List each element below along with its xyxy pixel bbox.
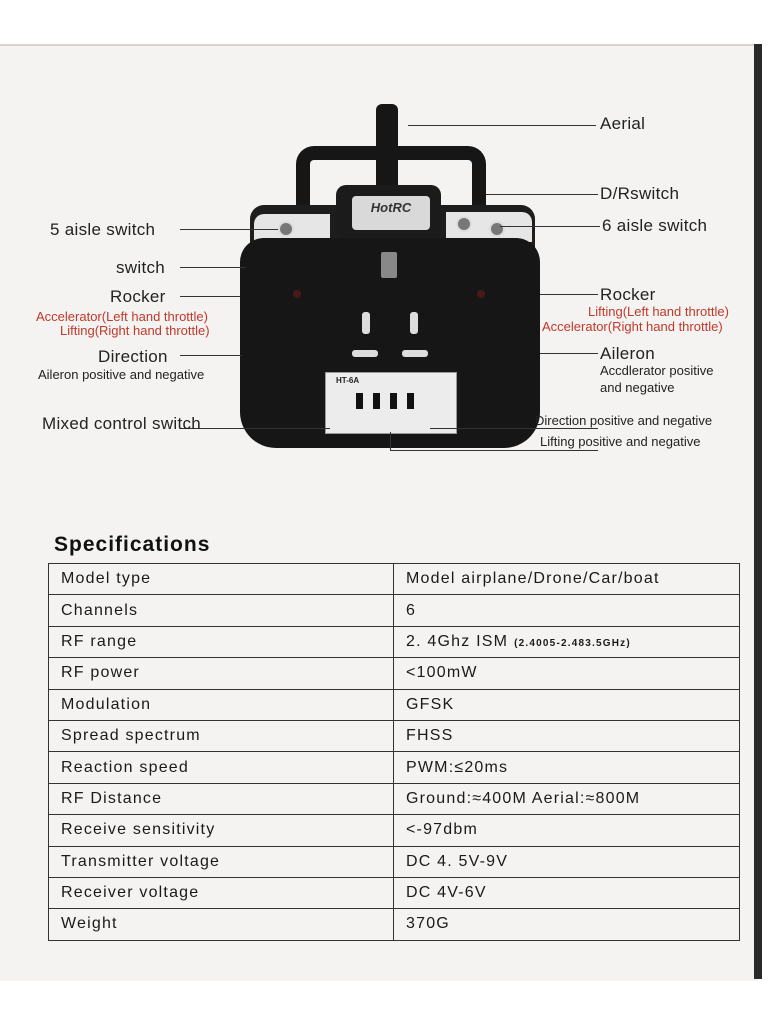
- spec-value: <-97dbm: [406, 821, 478, 839]
- leader-mixed: [180, 428, 330, 429]
- label-dr-switch: D/Rswitch: [600, 184, 680, 203]
- label-accel-right: Accelerator(Right hand throttle): [542, 319, 723, 334]
- spec-row: [49, 783, 740, 814]
- spec-value-cell: [394, 783, 740, 814]
- mix-switch-3: [390, 393, 397, 409]
- leader-direction-pos: [430, 428, 598, 429]
- spec-row: [49, 877, 740, 908]
- label-5-aisle-switch: 5 aisle switch: [50, 220, 156, 239]
- label-accd-pos: Accdlerator positive: [600, 363, 714, 378]
- label-mixed-control-switch: Mixed control switch: [42, 414, 202, 433]
- spec-key: Transmitter voltage: [49, 846, 394, 877]
- spec-key: RF range: [49, 626, 394, 657]
- leader-aerial: [408, 125, 596, 126]
- spec-value-cell: [394, 720, 740, 751]
- specifications-table: [48, 563, 740, 941]
- label-6-aisle-switch: 6 aisle switch: [602, 216, 708, 235]
- right-bottom-trim: [402, 350, 428, 357]
- mixing-switch-panel: [325, 372, 457, 434]
- label-accel-left: Accelerator(Left hand throttle): [36, 309, 208, 324]
- leader-rocker-left: [180, 296, 240, 297]
- label-lifting-right: Lifting(Right hand throttle): [60, 323, 210, 338]
- spec-value-cell: [394, 846, 740, 877]
- left-rocker: [293, 290, 301, 298]
- spec-value-cell: [394, 595, 740, 626]
- spec-value-cell: [394, 752, 740, 783]
- label-aileron-pos-neg: Aileron positive and negative: [38, 367, 205, 382]
- spec-row: [49, 658, 740, 689]
- spec-key: Model type: [49, 564, 394, 595]
- leader-lifting-pos: [390, 450, 598, 451]
- right-rocker-trim: [410, 312, 418, 334]
- leader-direction: [180, 355, 242, 356]
- spec-value: <100mW: [406, 664, 478, 682]
- spec-value: PWM:≤20ms: [406, 758, 509, 776]
- spec-value-detail: (2.4005-2.483.5GHz): [514, 637, 631, 649]
- spec-key: Spread spectrum: [49, 720, 394, 751]
- spec-row: [49, 595, 740, 626]
- leader-rocker-right: [540, 294, 598, 295]
- spec-value: DC 4. 5V-9V: [406, 852, 509, 870]
- label-aerial: Aerial: [600, 114, 646, 133]
- spec-row: [49, 815, 740, 846]
- leader-5aisle: [180, 229, 278, 230]
- spec-row: [49, 909, 740, 940]
- dr-switch-knob: [489, 221, 505, 237]
- leader-6aisle: [500, 226, 600, 227]
- switch6-knob: [456, 216, 472, 232]
- spec-value: 370G: [406, 915, 450, 933]
- spec-key: Receive sensitivity: [49, 815, 394, 846]
- label-direction-pos-neg: Direction positive and negative: [535, 413, 713, 428]
- specifications-heading: Specifications: [54, 533, 211, 556]
- spec-key: RF Distance: [49, 783, 394, 814]
- label-and-negative: and negative: [600, 380, 675, 395]
- spec-value-cell: [394, 909, 740, 940]
- spec-value-cell: [394, 658, 740, 689]
- spec-key: RF power: [49, 658, 394, 689]
- mix-switch-1: [356, 393, 363, 409]
- label-lifting-left: Lifting(Left hand throttle): [588, 304, 729, 319]
- center-switch: [381, 252, 397, 278]
- leader-aileron: [540, 353, 598, 354]
- label-rocker-left: Rocker: [110, 287, 166, 306]
- spec-key: Modulation: [49, 689, 394, 720]
- spec-key: Receiver voltage: [49, 877, 394, 908]
- leader-dr: [486, 194, 598, 195]
- spec-row: [49, 689, 740, 720]
- spec-key: Channels: [49, 595, 394, 626]
- spec-value: Ground:≈400M Aerial:≈800M: [406, 789, 641, 807]
- left-rocker-trim: [362, 312, 370, 334]
- spec-value-cell: [394, 626, 740, 657]
- spec-value: DC 4V-6V: [406, 884, 487, 902]
- leader-switch: [180, 267, 246, 268]
- label-aileron: Aileron: [600, 344, 656, 363]
- label-direction: Direction: [98, 347, 168, 366]
- spec-value: 6: [406, 601, 417, 619]
- brand-logo: HotRC: [370, 200, 412, 215]
- label-rocker-right: Rocker: [600, 285, 656, 304]
- spec-key: Weight: [49, 909, 394, 940]
- spec-value: 2. 4Ghz ISM: [406, 632, 509, 650]
- spec-key: Reaction speed: [49, 752, 394, 783]
- left-bottom-trim: [352, 350, 378, 357]
- mix-switch-2: [373, 393, 380, 409]
- spec-row: [49, 720, 740, 751]
- spec-row: [49, 752, 740, 783]
- leader-lifting-pos-v: [390, 432, 391, 450]
- spec-value-cell: [394, 815, 740, 846]
- model-plate-label: HT-6A: [336, 376, 360, 385]
- spec-value: FHSS: [406, 727, 454, 745]
- spec-row: [49, 626, 740, 657]
- spec-value-cell: [394, 877, 740, 908]
- spec-row: [49, 564, 740, 595]
- right-rocker: [477, 290, 485, 298]
- brand-logo-plate: [352, 196, 430, 230]
- switch5-knob: [278, 221, 294, 237]
- spec-value: GFSK: [406, 695, 455, 713]
- spec-value: Model airplane/Drone/Car/boat: [406, 570, 660, 588]
- label-switch: switch: [116, 258, 166, 277]
- spec-value-cell: [394, 564, 740, 595]
- mix-switch-4: [407, 393, 414, 409]
- label-lifting-pos-neg: Lifting positive and negative: [540, 434, 701, 449]
- spec-value-cell: [394, 689, 740, 720]
- spec-row: [49, 846, 740, 877]
